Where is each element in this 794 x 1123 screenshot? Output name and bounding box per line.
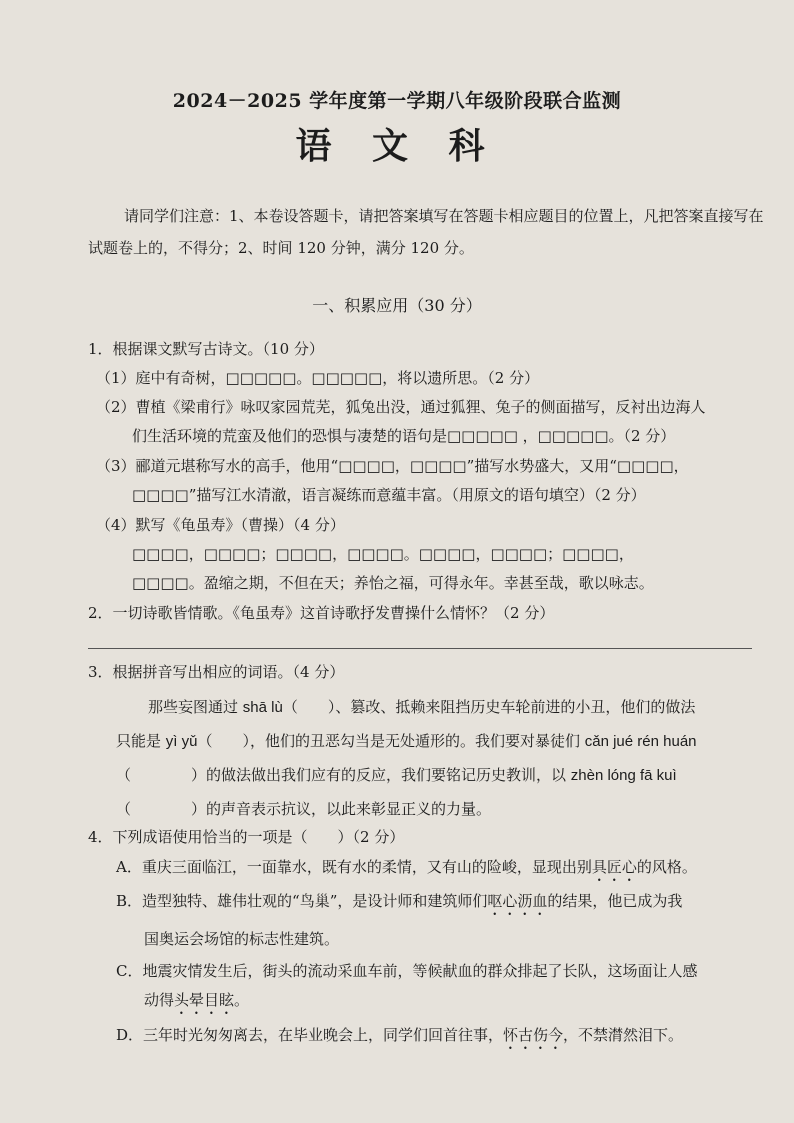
q4-option-c-line1: C．地震灾情发生后，街头的流动采血车前，等候献血的群众排起了长队，这场面让人感 (116, 962, 698, 980)
option-c-text: 。 (234, 991, 250, 1009)
q3-stem: 3．根据拼音写出相应的词语。（4 分） (88, 663, 345, 681)
pinyin-zhenlongfakui: zhèn lóng fā kuì (570, 767, 677, 784)
option-b-idiom: 呕心沥血 (487, 892, 548, 910)
option-a-text: 的风格。 (636, 858, 697, 876)
q3-line1 (148, 697, 695, 718)
q4-option-b-line1 (116, 891, 682, 919)
q1-part4-line2: □□□□，□□□□；□□□□，□□□□。□□□□，□□□□；□□□□， (132, 545, 634, 563)
q4-stem: 4．下列成语使用恰当的一项是（ ）（2 分） (88, 828, 405, 846)
q4-option-a (116, 857, 697, 885)
exam-notice: 请同学们注意：1、本卷设答题卡，请把答案填写在答题卡相应题目的位置上，凡把答案直接写在试题卷上的，不得分；2、时间 120 分钟，满分 120 分。 (88, 207, 764, 257)
option-b-text: 的结果，他已成为我 (547, 892, 683, 910)
option-c-idiom: 头晕目眩 (174, 991, 235, 1009)
q3-text: （ ）的做法做出我们应有的反应，我们要铭记历史教训，以 (116, 766, 571, 784)
q1-stem: 1．根据课文默写古诗文。（10 分） (88, 340, 324, 358)
option-b-text: B．造型独特、雄伟壮观的“鸟巢”，是设计师和建筑师们 (116, 892, 488, 910)
q3-text: 那些妄图通过 (148, 698, 243, 716)
q4-option-d (116, 1025, 683, 1053)
q3-line2 (116, 731, 697, 752)
q3-text: （ ）、篡改、抵赖来阻挡历史车轮前进的小丑，他们的做法 (282, 698, 696, 716)
option-d-text: ，不禁潸然泪下。 (563, 1026, 684, 1044)
q3-line4: （ ）的声音表示抗议，以此来彰显正义的力量。 (116, 800, 492, 818)
option-a-idiom: 具匠心 (591, 858, 637, 876)
q2-answer-line[interactable] (88, 648, 752, 649)
pinyin-shalu: shā lù (242, 699, 283, 716)
q1-part1: （1）庭中有奇树，□□□□□。□□□□□，将以遗所思。（2 分） (96, 369, 540, 387)
q1-part2-line1: （2）曹植《梁甫行》咏叹家园荒芜，狐兔出没，通过狐狸、兔子的侧面描写，反衬出边海人 (96, 398, 706, 416)
subject-title: 语 文 科 (295, 125, 499, 167)
q1-part3-line1: （3）郦道元堪称写水的高手，他用“□□□□，□□□□”描写水势盛大，又用“□□□□， (96, 457, 689, 475)
q4-option-b-line2: 国奥运会场馆的标志性建筑。 (144, 930, 340, 948)
q1-part4-line1: （4）默写《龟虽寿》（曹操）（4 分） (96, 516, 345, 534)
q3-text: 只能是 (116, 732, 166, 750)
q2-stem: 2．一切诗歌皆情歌。《龟虽寿》这首诗歌抒发曹操什么情怀？（2 分） (88, 604, 555, 622)
q1-part4-line3: □□□□。盈缩之期，不但在天；养怡之福，可得永年。幸甚至哉，歌以咏志。 (132, 574, 654, 592)
q3-line3 (116, 765, 677, 786)
option-a-text: A．重庆三面临江，一面靠水，既有水的柔情，又有山的险峻，显现出别 (116, 858, 592, 876)
q1-part3-line2: □□□□”描写江水清澈，语言凝练而意蕴丰富。（用原文的语句填空）（2 分） (132, 486, 646, 504)
q1-part2-line2: 们生活环境的荒蛮及他们的恐惧与凄楚的语句是□□□□□ ，□□□□□。（2 分） (132, 427, 676, 445)
option-d-text: D．三年时光匆匆离去，在毕业晚会上，同学们回首往事， (116, 1026, 504, 1044)
option-c-text: 动得 (144, 991, 175, 1009)
pinyin-canjuerenhuan: cǎn jué rén huán (584, 733, 697, 750)
exam-title: 2024－2025 学年度第一学期八年级阶段联合监测 (172, 90, 622, 112)
section-title: 一、积累应用（30 分） (312, 296, 482, 315)
option-d-idiom: 怀古伤今 (503, 1026, 564, 1044)
q3-text: （ ），他们的丑恶勾当是无处遁形的。我们要对暴徒们 (197, 732, 585, 750)
q4-option-c-line2 (144, 990, 249, 1018)
pinyin-yiyu: yì yǔ (165, 733, 198, 750)
